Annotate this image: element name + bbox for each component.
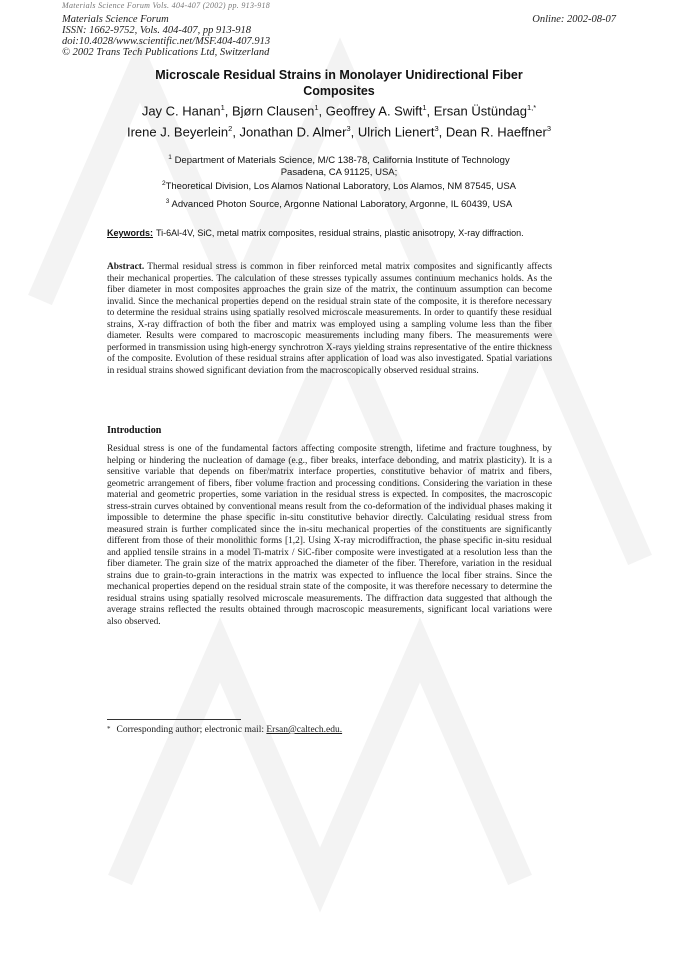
corresponding-email-link[interactable]: Ersan@caltech.edu. <box>266 725 343 735</box>
issn: ISSN: 1662-9752, Vols. 404-407, pp 913-918 <box>62 25 251 36</box>
author: Geoffrey A. Swift <box>325 103 423 119</box>
title-line-2: Composites <box>303 84 375 98</box>
authors-line-1: Jay C. Hanan$^1$, Bjørn Clausen$^1$, Geoffrey A. Swift$^1$, Ersan Üstündag$^{1,*}$ <box>141 103 537 119</box>
abstract <box>107 262 552 377</box>
paper-title <box>62 67 616 99</box>
clipped-header-line: Materials Science Forum Vols. 404-407 (2002) pp. 913-918 <box>62 1 271 10</box>
copyright: © 2002 Trans Tech Publications Ltd, Switzerland <box>62 47 270 58</box>
author: Dean R. Haeffner <box>445 124 547 140</box>
author: Bjørn Clausen <box>231 103 315 119</box>
section-heading-introduction: Introduction <box>107 425 162 436</box>
footnote-divider <box>107 719 241 720</box>
author: Irene J. Beyerlein <box>126 124 229 140</box>
keywords-label: Keywords: <box>107 228 154 238</box>
affiliation-1: $^1$ Department of Materials Science, M/C 138-78, California Institute of Technology Pasadena, CA 91125, USA; <box>168 154 510 179</box>
doi[interactable]: doi:10.4028/www.scientific.net/MSF.404-407.913 <box>62 36 271 47</box>
journal-name: Materials Science Forum <box>62 14 169 25</box>
footnote-text: Corresponding author; electronic mail: <box>116 725 264 735</box>
keywords <box>107 228 551 239</box>
author: Jonathan D. Almer <box>239 124 347 140</box>
publication-info <box>62 14 362 58</box>
author: Ulrich Lienert <box>357 124 435 140</box>
abstract-label: Abstract. <box>107 262 145 272</box>
keywords-text: Ti-6Al-4V, SiC, metal matrix composites, residual strains, plastic anisotropy, X-ray diffraction. <box>156 228 524 238</box>
author: Ersan Üstündag <box>433 103 527 119</box>
affiliation-2: $^2$Theoretical Division, Los Alamos National Laboratory, Los Alamos, NM 87545, USA <box>161 180 517 193</box>
author: Jay C. Hanan <box>141 103 221 119</box>
introduction-text: Residual stress is one of the fundamental factors affecting composite strength, lifetime and fracture toughness, by helping or hindering the nucleation of damage (e.g., fiber breaks, interface debonding, and matrix plasticity). It is a sensitive variable that depends on fiber/matrix interface properties, constitutive behavior of matrix and fibers, geometric arrangement of fibers, fiber volume fraction and processing conditions. Considering the variation in these material and geometric properties, some variation in the residual stress is expected. In composites, the macroscopic stress-strain curves obtained by conventional means result from the co-deformation of the individual phases making it impossible to determine the phase specific in-situ constitutive behavior directly. Calculating residual stress from measured strain is further complicated since the in-situ mechanical properties of the constituents are significantly different from those of their monolithic forms [1,2]. Using X-ray microdiffraction, the phase specific in-situ residual and applied tensile strains in a model Ti-matrix / SiC-fiber composite were investigated at a resolution less than the fiber diameter. The grain size of the matrix approached the diameter of the fiber. Therefore, variation in the residual strains due to grain-to-grain interactions in the matrix was expected to influence the local fiber strains. Since the mechanical properties depend on the residual strain state of the composite, it was therefore necessary to determine the residual strains using spatially resolved microscale measurements. The diffraction data suggested that although the average strains reflected the results obtained through macroscopic measurements, significant local variations were also observed. <box>107 444 552 627</box>
abstract-text: Thermal residual stress is common in fiber reinforced metal matrix composites and significantly affects their mechanical properties. The calculation of these stresses typically assumes continuum mechanics holds. As the fiber diameter in most composites approaches the grain size of the matrix, the continuum assumption can become invalid. Since the mechanical properties depend on the residual strain state of the composite, it is therefore necessary to determine the residual strains using spatially resolved microscale measurements. In order to quantify these residual strains, X-ray diffraction of both the fiber and matrix was employed using a sampling volume less than the fiber diameter. Results were compared to macroscopic measurements including many fibers. The measurements were performed in transmission using high-energy synchrotron X-rays yielding strains representative of the entire thickness of the composite. Evolution of these residual strains after application of load was also investigated. Spatial variations in residual strains showed significant deviation from the macroscopically observed residual strains. <box>107 262 552 376</box>
online-date: Online: 2002-08-07 <box>532 14 616 25</box>
affiliation-3: $^3$ Advanced Photon Source, Argonne National Laboratory, Argonne, IL 60439, USA <box>165 198 513 211</box>
authors-line-2: Irene J. Beyerlein$^2$, Jonathan D. Almer$^3$, Ulrich Lienert$^3$, Dean R. Haeffner$^3$ <box>126 124 552 140</box>
title-line-1: Microscale Residual Strains in Monolayer Unidirectional Fiber <box>155 68 523 82</box>
footnote: * Corresponding author; electronic mail: Ersan@caltech.edu. <box>107 725 343 735</box>
